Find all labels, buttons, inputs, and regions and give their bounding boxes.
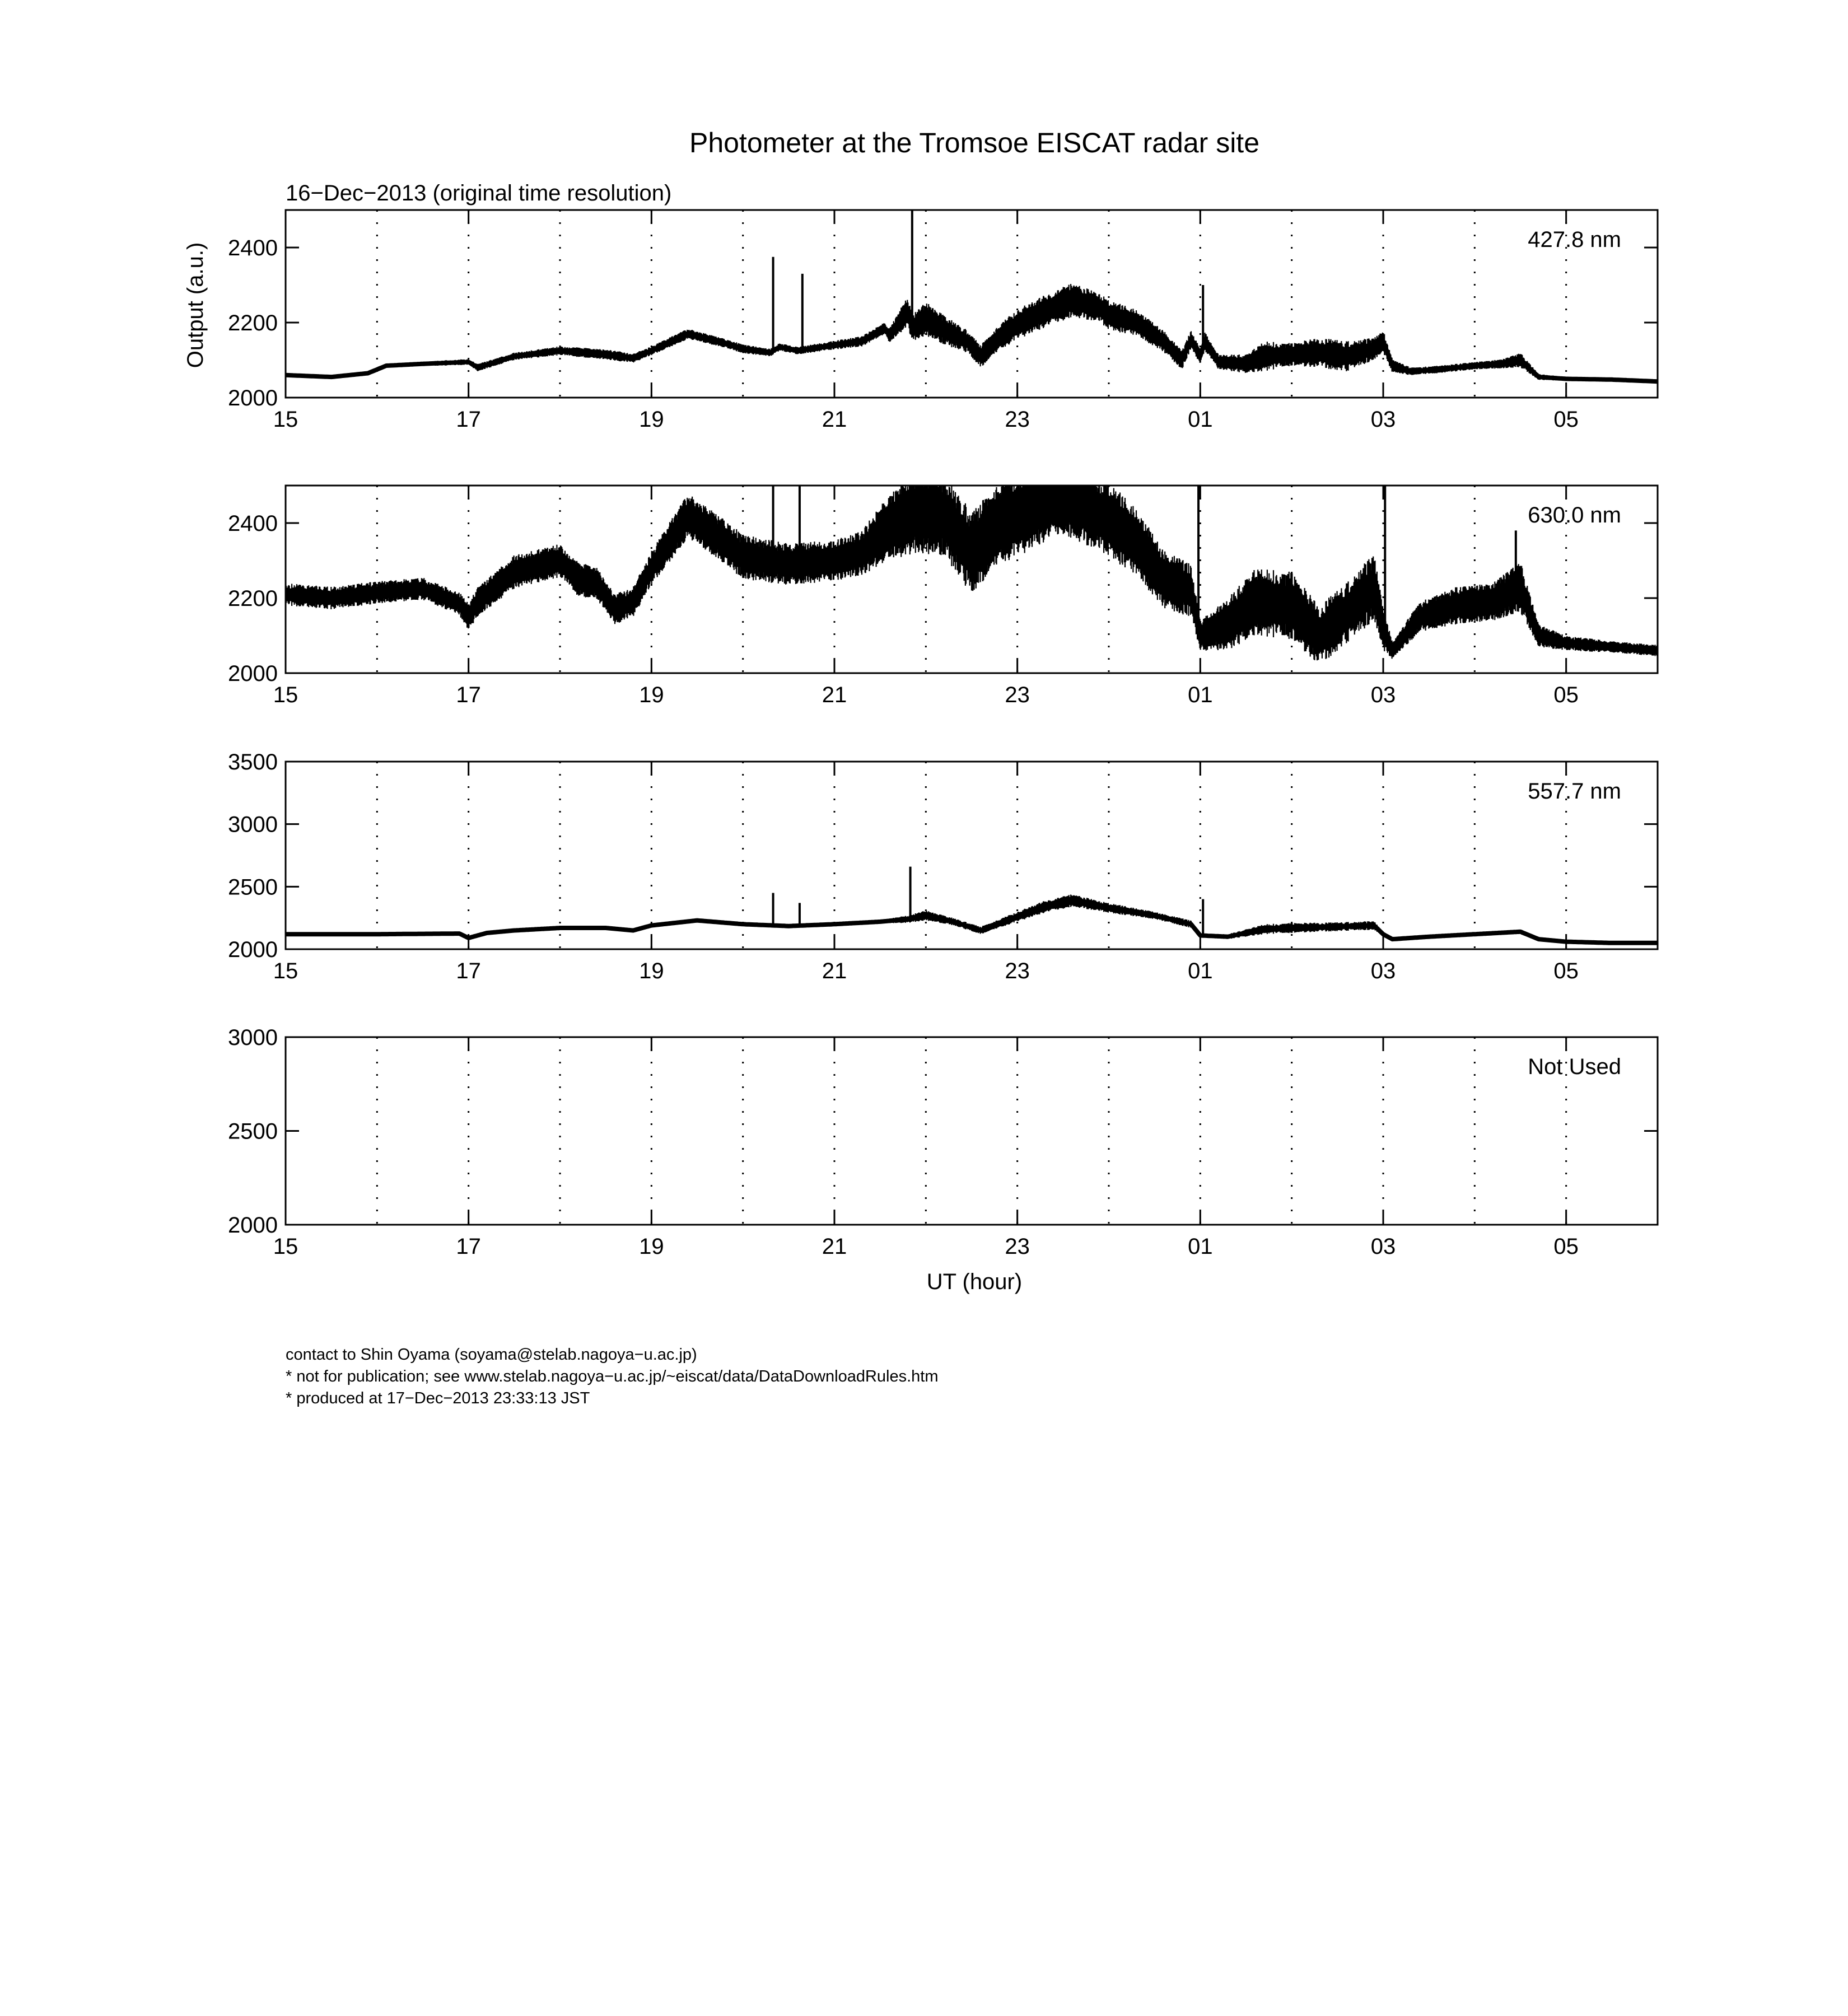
axes-frame	[286, 1037, 1658, 1225]
x-tick-label: 03	[1370, 683, 1396, 707]
x-tick-label: 01	[1188, 683, 1213, 707]
y-tick-label: 2500	[228, 875, 278, 900]
channel-label: Not Used	[1528, 1054, 1621, 1079]
footer-produced-at: * produced at 17−Dec−2013 23:33:13 JST	[286, 1389, 590, 1407]
figure-subtitle: 16−Dec−2013 (original time resolution)	[286, 181, 672, 206]
x-tick-label: 17	[456, 959, 481, 983]
x-tick-label: 23	[1005, 959, 1030, 983]
series-envelope	[286, 486, 1658, 660]
x-tick-label: 15	[273, 1234, 298, 1259]
data-trace	[286, 486, 1658, 660]
x-tick-label: 03	[1370, 407, 1396, 432]
y-tick-label: 2000	[228, 937, 278, 962]
x-tick-label: 17	[456, 1234, 481, 1259]
y-axis-label: Output (a.u.)	[183, 242, 208, 368]
panel-0	[228, 210, 1658, 432]
x-tick-label: 17	[456, 683, 481, 707]
y-tick-label: 2000	[228, 1213, 278, 1238]
series-line	[286, 900, 1658, 943]
y-tick-label: 2200	[228, 586, 278, 611]
x-tick-label: 23	[1005, 1234, 1030, 1259]
x-tick-label: 19	[639, 407, 664, 432]
y-tick-label: 2000	[228, 661, 278, 686]
y-tick-label: 2500	[228, 1119, 278, 1144]
y-tick-label: 3500	[228, 750, 278, 774]
y-tick-label: 2400	[228, 511, 278, 536]
x-tick-label: 15	[273, 683, 298, 707]
data-trace	[286, 867, 1658, 944]
y-tick-label: 2400	[228, 236, 278, 260]
x-tick-label: 05	[1553, 1234, 1579, 1259]
x-tick-label: 05	[1553, 407, 1579, 432]
figure-title: Photometer at the Tromsoe EISCAT radar site	[689, 127, 1260, 158]
x-tick-label: 01	[1188, 1234, 1213, 1259]
x-tick-label: 05	[1553, 683, 1579, 707]
channel-label: 427.8 nm	[1528, 227, 1621, 252]
x-tick-label: 19	[639, 1234, 664, 1259]
x-tick-label: 15	[273, 407, 298, 432]
x-tick-label: 21	[822, 959, 847, 983]
chart-panels	[228, 210, 1658, 1259]
x-tick-label: 21	[822, 1234, 847, 1259]
x-tick-label: 21	[822, 407, 847, 432]
panel-3	[228, 1025, 1658, 1259]
channel-label: 557.7 nm	[1528, 779, 1621, 804]
footer-contact: contact to Shin Oyama (soyama@stelab.nagoya−u.ac.jp)	[286, 1346, 697, 1364]
x-tick-label: 23	[1005, 683, 1030, 707]
x-axis-label: UT (hour)	[926, 1270, 1023, 1294]
x-tick-label: 15	[273, 959, 298, 983]
x-tick-label: 21	[822, 683, 847, 707]
panel-2	[228, 750, 1658, 983]
axes-frame	[286, 762, 1658, 949]
data-trace	[286, 210, 1658, 383]
x-tick-label: 03	[1370, 1234, 1396, 1259]
y-tick-label: 2200	[228, 311, 278, 335]
footer-publication-note: * not for publication; see www.stelab.nagoya−u.ac.jp/~eiscat/data/DataDownloadRules.htm	[286, 1368, 939, 1385]
x-tick-label: 23	[1005, 407, 1030, 432]
x-tick-label: 17	[456, 407, 481, 432]
x-tick-label: 19	[639, 959, 664, 983]
x-tick-label: 19	[639, 683, 664, 707]
x-tick-label: 01	[1188, 959, 1213, 983]
channel-label: 630.0 nm	[1528, 503, 1621, 528]
y-tick-label: 2000	[228, 386, 278, 410]
y-tick-label: 3000	[228, 812, 278, 837]
x-tick-label: 05	[1553, 959, 1579, 983]
x-tick-label: 03	[1370, 959, 1396, 983]
y-tick-label: 3000	[228, 1025, 278, 1050]
x-tick-label: 01	[1188, 407, 1213, 432]
panel-1	[228, 486, 1658, 707]
